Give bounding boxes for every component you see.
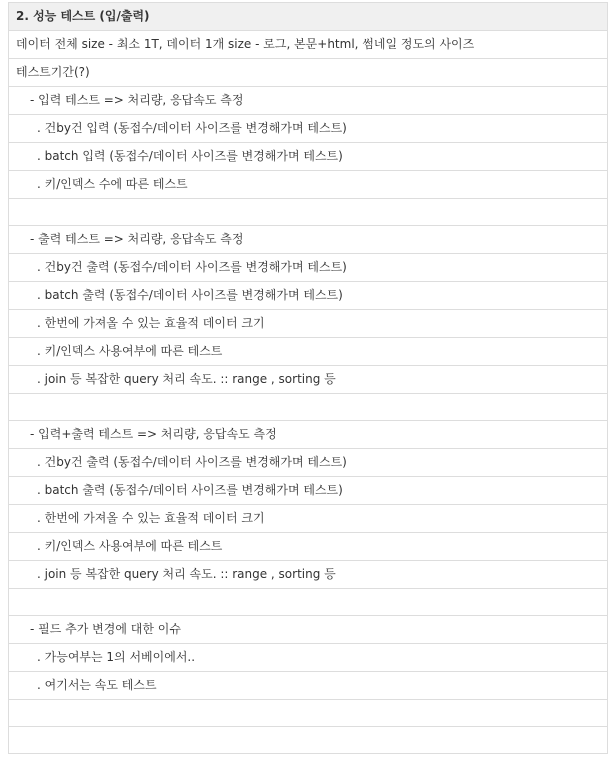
table-row bbox=[9, 171, 608, 199]
row-text: . 건by건 입력 (동접수/데이터 사이즈를 변경해가며 테스트) bbox=[9, 115, 608, 143]
row-text: . batch 출력 (동접수/데이터 사이즈를 변경해가며 테스트) bbox=[9, 477, 608, 505]
row-text: . join 등 복잡한 query 처리 속도. :: range , sorting 등 bbox=[9, 561, 608, 589]
table-row bbox=[9, 672, 608, 700]
row-text: . 한번에 가져올 수 있는 효율적 데이터 크기 bbox=[9, 310, 608, 338]
empty-cell bbox=[9, 199, 608, 226]
table-row bbox=[9, 310, 608, 338]
table-row bbox=[9, 505, 608, 533]
table-row bbox=[9, 226, 608, 254]
row-text: . 한번에 가져올 수 있는 효율적 데이터 크기 bbox=[9, 505, 608, 533]
row-text: 데이터 전체 size - 최소 1T, 데이터 1개 size - 로그, 본문+html, 썸네일 정도의 사이즈 bbox=[9, 31, 608, 59]
row-text: - 입력 테스트 => 처리량, 응답속도 측정 bbox=[9, 87, 608, 115]
row-text: . join 등 복잡한 query 처리 속도. :: range , sorting 등 bbox=[9, 366, 608, 394]
table-row bbox=[9, 533, 608, 561]
table-row bbox=[9, 115, 608, 143]
row-text: . 여기서는 속도 테스트 bbox=[9, 672, 608, 700]
empty-row bbox=[9, 394, 608, 421]
row-text: . 키/인덱스 수에 따른 테스트 bbox=[9, 171, 608, 199]
row-text: . 건by건 출력 (동접수/데이터 사이즈를 변경해가며 테스트) bbox=[9, 254, 608, 282]
row-text: . batch 출력 (동접수/데이터 사이즈를 변경해가며 테스트) bbox=[9, 282, 608, 310]
empty-row bbox=[9, 589, 608, 616]
empty-row bbox=[9, 199, 608, 226]
table-row bbox=[9, 616, 608, 644]
row-text: . 키/인덱스 사용여부에 따른 테스트 bbox=[9, 338, 608, 366]
table-row bbox=[9, 477, 608, 505]
row-text: 테스트기간(?) bbox=[9, 59, 608, 87]
empty-cell bbox=[9, 727, 608, 754]
table-row bbox=[9, 87, 608, 115]
row-text: . 건by건 출력 (동접수/데이터 사이즈를 변경해가며 테스트) bbox=[9, 449, 608, 477]
empty-row bbox=[9, 700, 608, 727]
table-row bbox=[9, 143, 608, 171]
empty-cell bbox=[9, 589, 608, 616]
table-row bbox=[9, 561, 608, 589]
table-row bbox=[9, 421, 608, 449]
row-text: . 가능여부는 1의 서베이에서.. bbox=[9, 644, 608, 672]
table-row bbox=[9, 338, 608, 366]
row-text: - 필드 추가 변경에 대한 이슈 bbox=[9, 616, 608, 644]
table-row bbox=[9, 449, 608, 477]
table-row bbox=[9, 644, 608, 672]
empty-cell bbox=[9, 700, 608, 727]
table-row bbox=[9, 31, 608, 59]
table-row bbox=[9, 254, 608, 282]
section-title: 2. 성능 테스트 (입/출력) bbox=[9, 3, 608, 31]
table-row bbox=[9, 282, 608, 310]
row-text: . batch 입력 (동접수/데이터 사이즈를 변경해가며 테스트) bbox=[9, 143, 608, 171]
table-row bbox=[9, 59, 608, 87]
test-plan-table bbox=[8, 2, 608, 754]
empty-cell bbox=[9, 394, 608, 421]
row-text: - 출력 테스트 => 처리량, 응답속도 측정 bbox=[9, 226, 608, 254]
section-header-row bbox=[9, 3, 608, 31]
row-text: . 키/인덱스 사용여부에 따른 테스트 bbox=[9, 533, 608, 561]
table-body bbox=[9, 3, 608, 754]
table-row bbox=[9, 366, 608, 394]
row-text: - 입력+출력 테스트 => 처리량, 응답속도 측정 bbox=[9, 421, 608, 449]
empty-row bbox=[9, 727, 608, 754]
